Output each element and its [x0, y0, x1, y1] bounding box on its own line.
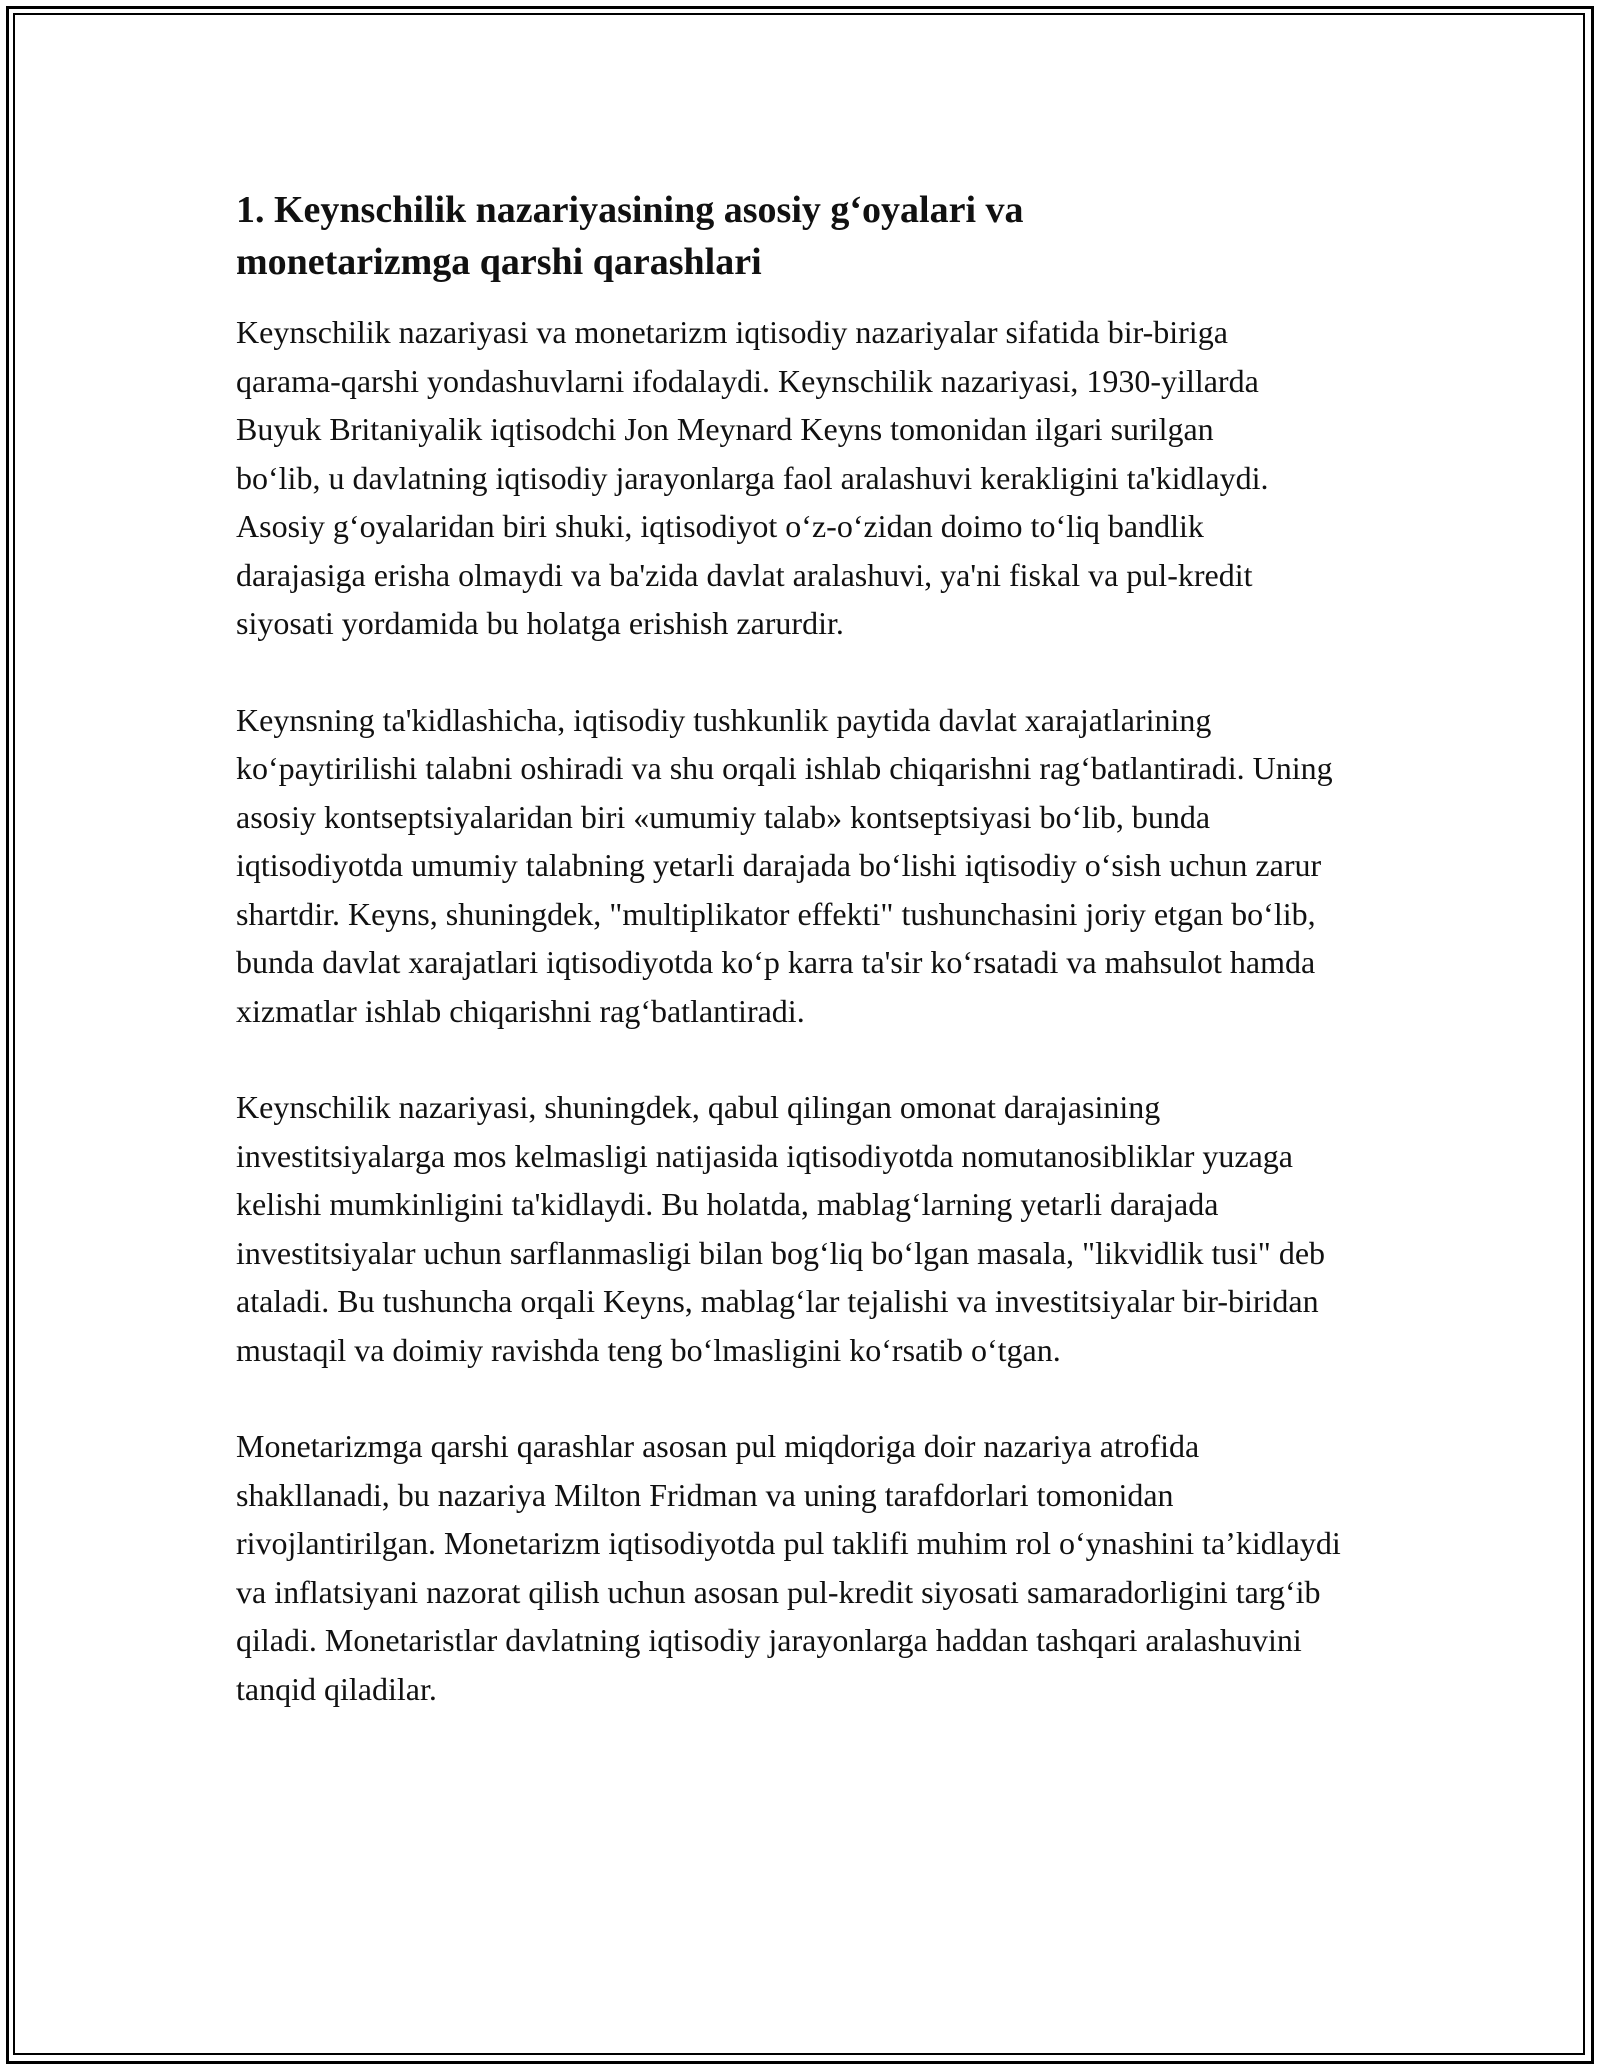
section-heading: 1. Keynschilik nazariyasining asosiy g‘oyalari va monetarizmga qarshi qarashlari	[236, 189, 1024, 283]
paragraph-4: Monetarizmga qarshi qarashlar asosan pul miqdoriga doir nazariya atrofida shakllanadi, bu nazariya Milton Fridman va uning tarafdorlari tomonidan rivojlantirilgan. Monetarizm iqtisodiyotda pul taklifi muhim rol o‘ynashini ta’kidlaydi va inflatsiyani nazorat qilish uchun asosan pul-kredit siyosati samaradorligini targ‘ib qiladi. Monetaristlar davlatning iqtisodiy jarayonlarga haddan tashqari aralashuvini tanqid qiladilar.	[236, 1428, 1341, 1707]
paragraph-3: Keynschilik nazariyasi, shuningdek, qabul qilingan omonat darajasining investitsiyalarga mos kelmasligi natijasida iqtisodiyotda nomutanosibliklar yuzaga kelishi mumkinligini ta'kidlaydi. Bu holatda, mablag‘larning yetarli darajada investitsiyalar uchun sarflanmasligi bilan bog‘liq bo‘lgan masala, "likvidlik tusi" deb ataladi. Bu tushuncha orqali Keyns, mablag‘lar tejalishi va investitsiyalar bir-biridan mustaqil va doimiy ravishda teng bo‘lmasligini ko‘rsatib o‘tgan.	[236, 1089, 1326, 1368]
paragraph-1: Keynschilik nazariyasi va monetarizm iqtisodiy nazariyalar sifatida bir-biriga qarama-qarshi yondashuvlarni ifodalaydi. Keynschilik nazariyasi, 1930-yillarda Buyuk Britaniyalik iqtisodchi Jon Meynard Keyns tomonidan ilgari surilgan bo‘lib, u davlatning iqtisodiy jarayonlarga faol aralashuvi kerakligini ta'kidlaydi. Asosiy g‘oyalaridan biri shuki, iqtisodiyot o‘z-o‘zidan doimo to‘liq bandlik darajasiga erisha olmaydi va ba'zida davlat aralashuvi, ya'ni fiskal va pul-kredit siyosati yordamida bu holatga erishish zarurdir.	[236, 314, 1269, 641]
paragraph-2: Keynsning ta'kidlashicha, iqtisodiy tushkunlik paytida davlat xarajatlarining ko‘paytirilishi talabni oshiradi va shu orqali ishlab chiqarishni rag‘batlantiradi. Uning asosiy kontseptsiyalaridan biri «umumiy talab» kontseptsiyasi bo‘lib, bunda iqtisodiyotda umumiy talabning yetarli darajada bo‘lishi iqtisodiy o‘sish uchun zarur shartdir. Keyns, shuningdek, "multiplikator effekti" tushunchasini joriy etgan bo‘lib, bunda davlat xarajatlari iqtisodiyotda ko‘p karra ta'sir ko‘rsatadi va mahsulot hamda xizmatlar ishlab chiqarishni rag‘batlantiradi.	[236, 701, 1333, 1029]
document-body	[236, 184, 1376, 1713]
